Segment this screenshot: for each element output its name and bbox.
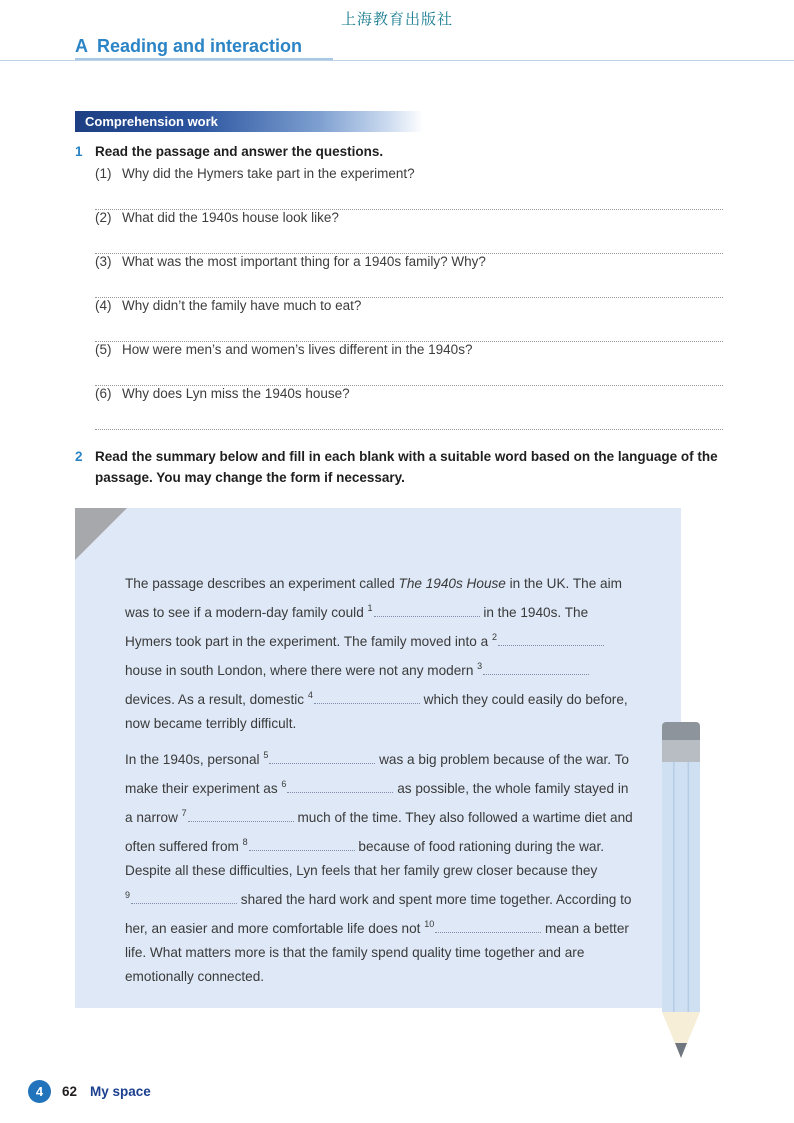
fill-blank-9[interactable] <box>125 883 237 912</box>
pencil-icon <box>662 722 700 1058</box>
publisher-header: 上海教育出版社 <box>340 10 453 28</box>
unit-number-badge: 4 <box>28 1080 51 1103</box>
blank-line[interactable] <box>314 690 420 704</box>
blank-line[interactable] <box>269 750 375 764</box>
blank-number: 10 <box>424 919 435 929</box>
comprehension-work-banner <box>75 111 423 132</box>
question-text: What was the most important thing for a 1940s family? Why? <box>122 254 486 269</box>
answer-line[interactable] <box>95 186 723 210</box>
fill-blank-1[interactable] <box>368 596 480 625</box>
summary-text-segment: as possible, the whole family stayed in a narrow <box>125 781 629 825</box>
blank-number: 8 <box>242 837 248 847</box>
blank-line[interactable] <box>249 837 355 851</box>
exercise1-header <box>75 144 725 159</box>
question-list <box>95 166 723 430</box>
summary-text-segment: in the 1940s. The Hymers took part in the experiment. The family moved into a <box>125 605 589 649</box>
blank-number: 3 <box>477 661 483 671</box>
summary-text-segment: The passage describes an experiment called <box>125 576 399 591</box>
blank-number: 7 <box>181 808 187 818</box>
blank-number: 6 <box>281 779 287 789</box>
header-rule <box>0 60 794 61</box>
blank-number: 9 <box>125 890 131 900</box>
question-item <box>95 342 723 386</box>
blank-line[interactable] <box>435 919 541 933</box>
answer-line[interactable] <box>95 406 723 430</box>
blank-line[interactable] <box>287 779 393 793</box>
question-number: (4) <box>95 298 112 313</box>
fill-blank-2[interactable] <box>492 625 604 654</box>
question-item <box>95 210 723 254</box>
blank-line[interactable] <box>483 661 589 675</box>
question-text: Why does Lyn miss the 1940s house? <box>122 386 350 401</box>
fill-blank-8[interactable] <box>243 830 355 859</box>
blank-line[interactable] <box>188 808 294 822</box>
summary-text-segment: in the UK. The aim was to see if a modern-day family could <box>125 576 622 620</box>
question-item <box>95 298 723 342</box>
section-title-text: Reading and interaction <box>97 36 303 56</box>
answer-line[interactable] <box>95 274 723 298</box>
page-number: 62 <box>62 1084 78 1099</box>
fill-blank-7[interactable] <box>182 801 294 830</box>
question-text: What did the 1940s house look like? <box>122 210 339 225</box>
summary-text-segment: much of the time. They also followed a wartime diet and often suffered from <box>125 810 633 854</box>
question-number: (3) <box>95 254 112 269</box>
question-text: Why did the Hymers take part in the experiment? <box>122 166 415 181</box>
page-footer <box>28 1080 151 1103</box>
summary-text-segment: In the 1940s, personal <box>125 752 264 767</box>
summary-text <box>125 572 633 996</box>
fill-blank-6[interactable] <box>281 772 393 801</box>
summary-note-box <box>75 508 681 1008</box>
question-number: (5) <box>95 342 112 357</box>
section-title <box>75 36 302 57</box>
blank-number: 2 <box>491 632 497 642</box>
answer-line[interactable] <box>95 230 723 254</box>
section-letter: A <box>75 36 88 56</box>
blank-line[interactable] <box>131 890 237 904</box>
exercise1-instruction: Read the passage and answer the questions. <box>95 144 384 159</box>
blank-number: 5 <box>263 750 269 760</box>
question-item <box>95 166 723 210</box>
blank-number: 4 <box>307 690 313 700</box>
exercise2-instruction: Read the summary below and fill in each blank with a suitable word based on the language of the passage. You may change the form if necessary. <box>95 449 718 485</box>
summary-paragraph <box>125 572 633 736</box>
answer-line[interactable] <box>95 318 723 342</box>
question-number: (2) <box>95 210 112 225</box>
summary-text-segment: shared the hard work and spent more time together. According to her, an easier and more comfortable life does not <box>125 892 632 936</box>
summary-text-segment: because of food rationing during the war. Despite all these difficulties, Lyn feels that her family grew closer because they <box>125 839 605 878</box>
summary-paragraph <box>125 743 633 989</box>
fill-blank-10[interactable] <box>424 912 541 941</box>
summary-text-segment: which they could easily do before, now became terribly difficult. <box>125 692 628 731</box>
fill-blank-3[interactable] <box>477 654 589 683</box>
summary-text-segment: house in south London, where there were not any modern <box>125 663 478 678</box>
question-number: (6) <box>95 386 112 401</box>
blank-number: 1 <box>367 603 373 613</box>
summary-text-segment: was a big problem because of the war. To make their experiment as <box>125 752 629 796</box>
question-item <box>95 386 723 430</box>
banner-label: Comprehension work <box>85 114 218 129</box>
summary-text-segment: The 1940s House <box>398 576 506 591</box>
summary-text-segment: devices. As a result, domestic <box>125 692 308 707</box>
fill-blank-5[interactable] <box>263 743 375 772</box>
blank-line[interactable] <box>498 632 604 646</box>
question-item <box>95 254 723 298</box>
summary-text-segment: mean a better life. What matters more is that the family spend quality time together and are emotionally connected. <box>125 921 629 984</box>
exercise2-header <box>75 446 730 488</box>
exercise2-number: 2 <box>75 449 83 464</box>
question-text: Why didn’t the family have much to eat? <box>122 298 362 313</box>
question-text: How were men’s and women’s lives different in the 1940s? <box>122 342 473 357</box>
answer-line[interactable] <box>95 362 723 386</box>
exercise1-number: 1 <box>75 144 83 159</box>
unit-title: My space <box>90 1084 151 1099</box>
fill-blank-4[interactable] <box>308 683 420 712</box>
blank-line[interactable] <box>374 603 480 617</box>
question-number: (1) <box>95 166 112 181</box>
folded-corner-icon <box>75 508 127 560</box>
